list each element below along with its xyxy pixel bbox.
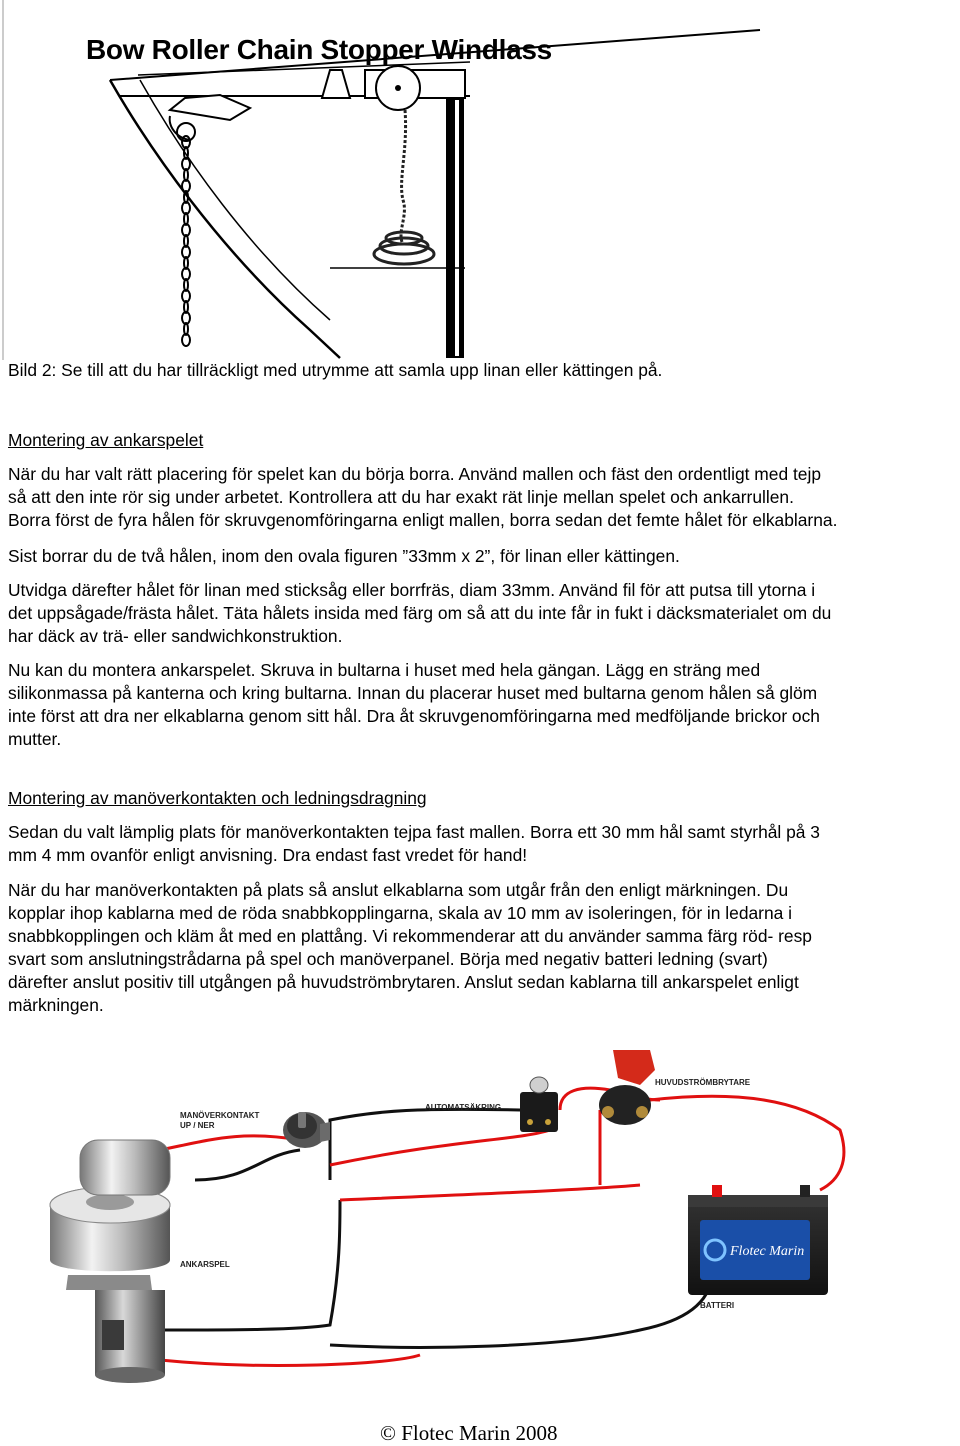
text-line: inte först att dra ner elkablarna genom sitt hål. Dra åt skruvgenomföringarna med medföljande brickor och [8,706,820,726]
text-line: snabbkopplingen och kläm åt med en plattång. Vi rekommenderar att du använder samma färg röd- resp [8,926,812,946]
text-line: silikonmassa på kanterna och kring bultarna. Innan du placerar huset med bultarna genom hålen så glöm [8,683,818,703]
section2-heading: Montering av manöverkontakten och ledningsdragning [8,788,427,808]
windlass-label: ANKARSPEL [180,1260,230,1269]
text-line: Utvidga därefter hålet för linan med sticksåg eller borrfräs, diam 33mm. Använd fil för att putsa till ytorna i [8,580,816,600]
windlass-unit [50,1140,170,1383]
text-line: det uppsågade/frästa hålet. Täta hålets insida med färg om så att du inte får in fukt i däcksmaterialet om du [8,603,832,623]
text-line: därefter anslut positiv till utgången på huvudströmbrytaren. Anslut sedan kablarna till ankarspelet enligt [8,972,799,992]
section2-paragraph-2 [8,879,952,1017]
boat-bow-diagram [0,0,960,360]
figure1-caption: Bild 2: Se till att du har tillräckligt med utrymme att samla upp linan eller kättingen på. [8,360,663,380]
text-line: När du har manöverkontakten på plats så anslut elkablarna som utgår från den enligt märkningen. Du [8,880,789,900]
text-line: mutter. [8,729,62,749]
section2-paragraph-1 [8,821,952,867]
section1-paragraph-4 [8,659,952,751]
text-line: svart som anslutningstrådarna på spel och manöverpanel. Börja med negativ batteri ledning (svart) [8,949,768,969]
anchor-chain [182,136,190,346]
text-line: mm 4 mm ovanför enligt anvisning. Dra endast fast vredet för hand! [8,845,528,865]
section1-paragraph-1 [8,463,952,532]
battery [688,1185,828,1295]
wiring-diagram [0,1030,960,1420]
control-switch-label: MANÖVERKONTAKT [180,1111,260,1120]
text-line: märkningen. [8,995,104,1015]
text-line: har däck av trä- eller sandwichkonstruktion. [8,626,343,646]
text-line: När du har valt rätt placering för spelet kan du börja borra. Använd mallen och fäst den ordentligt med tejp [8,464,821,484]
copyright-footer: © Flotec Marin 2008 [380,1421,558,1445]
section1-heading: Montering av ankarspelet [8,430,204,450]
negative-wire [165,1109,712,1347]
text-line: Nu kan du montera ankarspelet. Skruva in bultarna i huset med hela gängan. Lägg en sträng med [8,660,761,680]
battery-brand: Flotec Marin [730,1244,805,1259]
main-power-switch [599,1050,655,1125]
main-switch-label: HUVUDSTRÖMBRYTARE [655,1078,751,1087]
text-line: kopplar ihop kablarna med de röda snabbkopplingarna, skala av 10 mm av isoleringen, för in ledarna i [8,903,793,923]
section1-paragraph-2: Sist borrar du de två hålen, inom den ovala figuren ”33mm x 2”, för linan eller kättingen. [8,546,680,566]
section1-paragraph-3 [8,579,952,648]
circuit-breaker [520,1077,558,1132]
text-line: så att den inte rör sig under arbetet. Kontrollera att du har exakt rät linje mellan spelet och ankarrullen. [8,487,794,507]
circuit-breaker-label: AUTOMATSÄKRING [425,1103,502,1112]
battery-label: BATTERI [700,1301,735,1310]
control-switch-sublabel: UP / NER [180,1121,215,1130]
figure1-title: Bow Roller Chain Stopper Windlass [86,34,552,65]
control-switch [283,1112,330,1148]
text-line: Borra först de fyra hålen för skruvgenomföringarna enligt mallen, borra sedan det femte hålet för elkablarna. [8,510,838,530]
text-line: Sedan du valt lämplig plats för manöverkontakten tejpa fast mallen. Borra ett 30 mm hål samt styrhål på 3 [8,822,820,842]
